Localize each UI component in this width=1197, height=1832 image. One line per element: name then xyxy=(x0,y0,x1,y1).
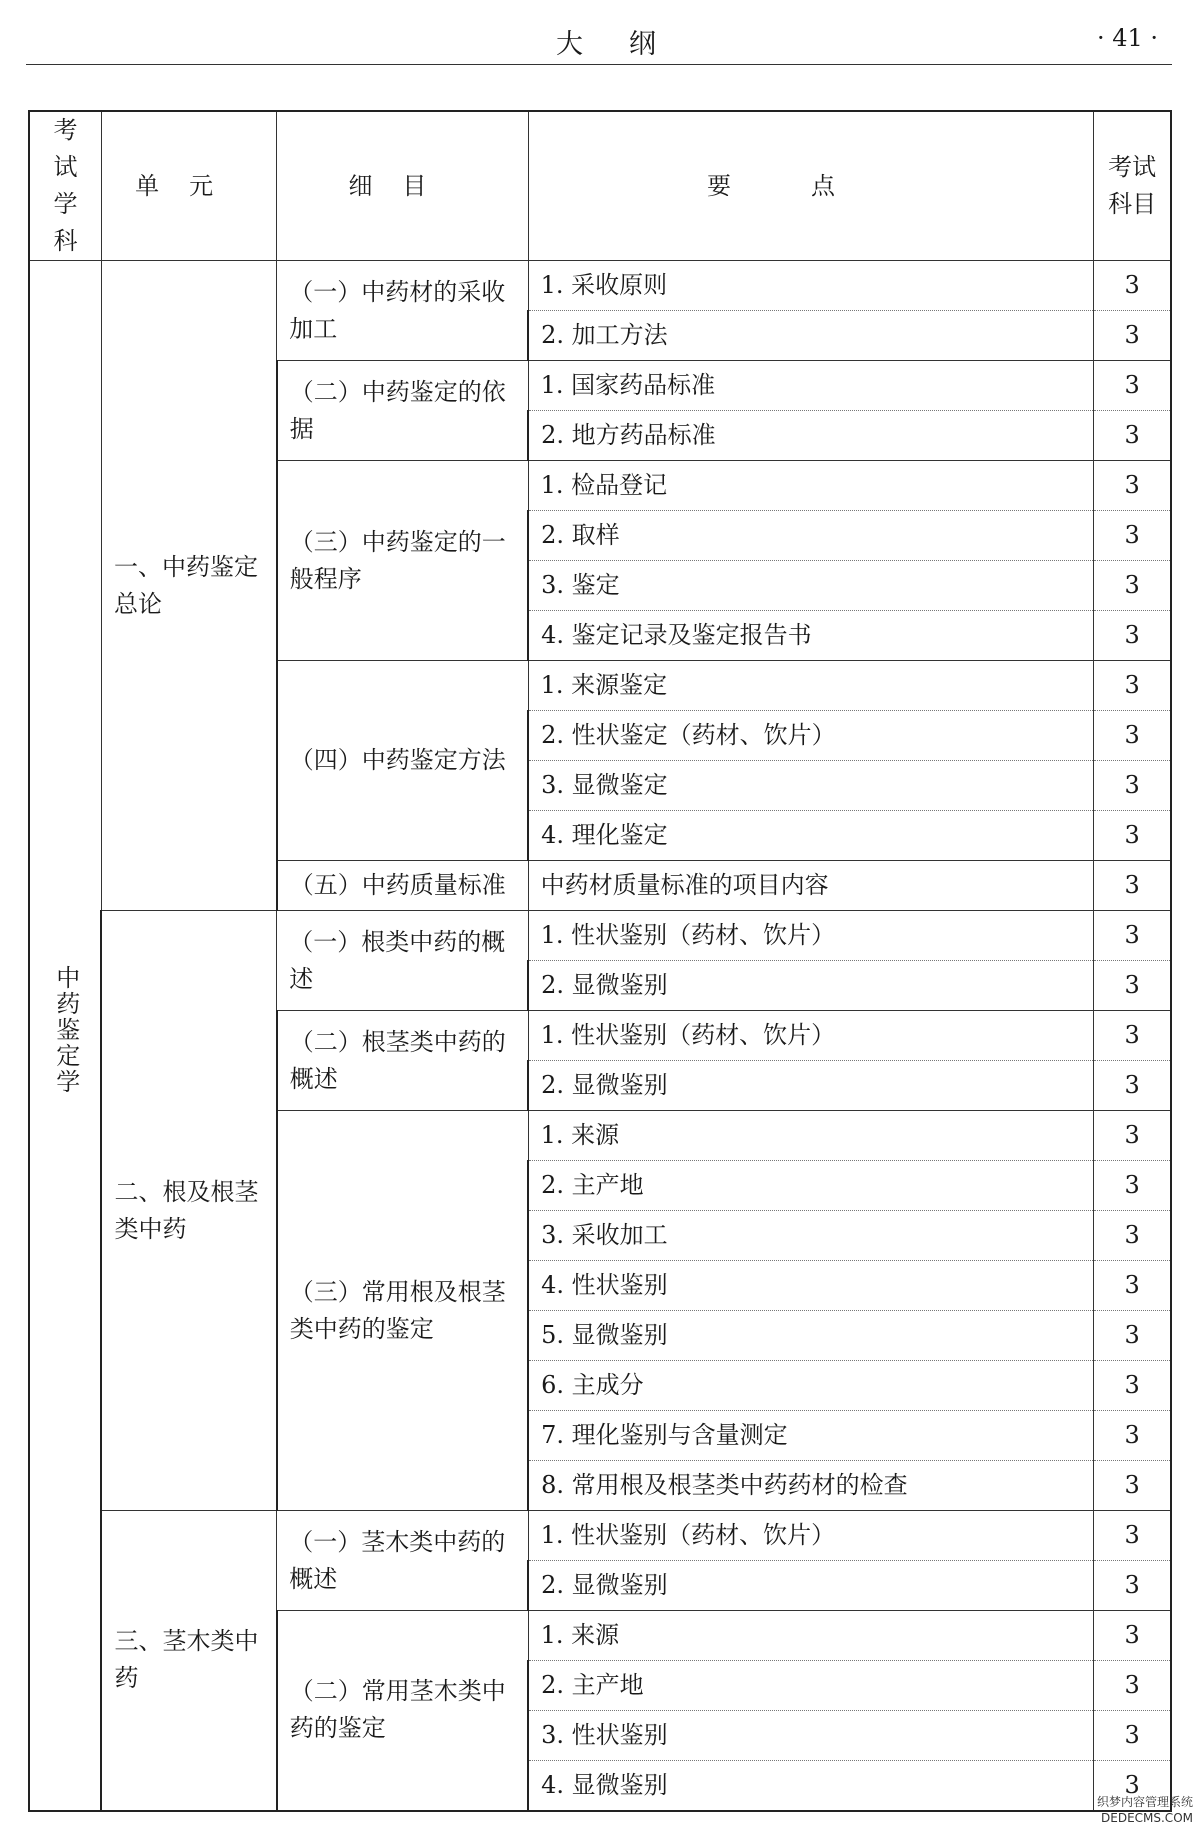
unit-cell: 一、中药鉴定总论 xyxy=(101,261,276,911)
header-title: 大纲 xyxy=(556,29,702,60)
point-cell: 2. 加工方法 xyxy=(528,311,1094,361)
point-cell: 6. 主成分 xyxy=(528,1361,1094,1411)
unit-cell: 三、茎木类中药 xyxy=(101,1511,276,1811)
point-cell: 5. 显微鉴别 xyxy=(528,1311,1094,1361)
exam-level-cell: 3 xyxy=(1094,1611,1171,1661)
exam-level-cell: 3 xyxy=(1094,1561,1171,1611)
watermark-line-2: DEDECMS.COM xyxy=(1101,1811,1193,1825)
watermark xyxy=(1097,1794,1193,1826)
exam-level-cell: 3 xyxy=(1094,1411,1171,1461)
subject-label: 中药鉴定学 xyxy=(51,964,80,1095)
detail-cell: （四）中药鉴定方法 xyxy=(277,661,528,861)
point-cell: 4. 性状鉴别 xyxy=(528,1261,1094,1311)
point-cell: 1. 来源鉴定 xyxy=(528,661,1094,711)
point-cell: 2. 主产地 xyxy=(528,1661,1094,1711)
exam-level-cell: 3 xyxy=(1094,911,1171,961)
exam-level-cell: 3 xyxy=(1094,1361,1171,1411)
point-cell: 2. 显微鉴别 xyxy=(528,1561,1094,1611)
exam-level-cell: 3 xyxy=(1094,561,1171,611)
point-cell: 2. 主产地 xyxy=(528,1161,1094,1211)
point-cell: 4. 显微鉴别 xyxy=(528,1761,1094,1811)
exam-level-cell: 3 xyxy=(1094,861,1171,911)
point-cell: 4. 理化鉴定 xyxy=(528,811,1094,861)
exam-level-cell: 3 xyxy=(1094,811,1171,861)
point-cell: 3. 性状鉴别 xyxy=(528,1711,1094,1761)
table-row xyxy=(29,911,1171,961)
table-header-row xyxy=(29,111,1171,261)
exam-level-cell: 3 xyxy=(1094,1661,1171,1711)
detail-cell: （一）茎木类中药的概述 xyxy=(277,1511,528,1611)
subject-cell xyxy=(29,261,101,1811)
exam-level-cell: 3 xyxy=(1094,1311,1171,1361)
detail-cell: （一）根类中药的概述 xyxy=(277,911,528,1011)
detail-cell: （一）中药材的采收加工 xyxy=(277,261,528,361)
page-number: · 41 · xyxy=(1096,24,1158,52)
exam-level-cell: 3 xyxy=(1094,711,1171,761)
point-cell: 1. 性状鉴别（药材、饮片） xyxy=(528,1011,1094,1061)
exam-level-cell: 3 xyxy=(1094,461,1171,511)
point-cell: 7. 理化鉴别与含量测定 xyxy=(528,1411,1094,1461)
point-cell: 1. 性状鉴别（药材、饮片） xyxy=(528,911,1094,961)
point-cell: 2. 显微鉴别 xyxy=(528,1061,1094,1111)
point-cell: 1. 国家药品标准 xyxy=(528,361,1094,411)
exam-level-cell: 3 xyxy=(1094,1511,1171,1561)
exam-level-cell: 3 xyxy=(1094,1461,1171,1511)
point-cell: 3. 采收加工 xyxy=(528,1211,1094,1261)
exam-level-cell: 3 xyxy=(1094,1211,1171,1261)
exam-level-cell: 3 xyxy=(1094,761,1171,811)
point-cell: 1. 来源 xyxy=(528,1611,1094,1661)
point-cell: 4. 鉴定记录及鉴定报告书 xyxy=(528,611,1094,661)
syllabus-table xyxy=(28,110,1172,1812)
unit-cell: 二、根及根茎类中药 xyxy=(101,911,276,1511)
detail-cell: （二）根茎类中药的概述 xyxy=(277,1011,528,1111)
exam-level-cell: 3 xyxy=(1094,1161,1171,1211)
table-row xyxy=(29,1511,1171,1561)
point-cell: 3. 显微鉴定 xyxy=(528,761,1094,811)
point-cell: 1. 性状鉴别（药材、饮片） xyxy=(528,1511,1094,1561)
exam-level-cell: 3 xyxy=(1094,1061,1171,1111)
point-cell: 2. 取样 xyxy=(528,511,1094,561)
detail-cell: （五）中药质量标准 xyxy=(277,861,528,911)
point-cell: 2. 性状鉴定（药材、饮片） xyxy=(528,711,1094,761)
exam-level-cell: 3 xyxy=(1094,261,1171,311)
column-header-subject: 考试学科 xyxy=(29,111,101,261)
point-cell: 2. 显微鉴别 xyxy=(528,961,1094,1011)
point-cell: 3. 鉴定 xyxy=(528,561,1094,611)
detail-cell: （三）常用根及根茎类中药的鉴定 xyxy=(277,1111,528,1511)
exam-level-cell: 3 xyxy=(1094,311,1171,361)
detail-cell: （二）常用茎木类中药的鉴定 xyxy=(277,1611,528,1811)
point-cell: 1. 采收原则 xyxy=(528,261,1094,311)
point-cell: 2. 地方药品标准 xyxy=(528,411,1094,461)
point-cell: 中药材质量标准的项目内容 xyxy=(528,861,1094,911)
watermark-line-1: 织梦内容管理系统 xyxy=(1096,1795,1193,1809)
exam-level-cell: 3 xyxy=(1094,411,1171,461)
point-cell: 8. 常用根及根茎类中药药材的检查 xyxy=(528,1461,1094,1511)
point-cell: 1. 来源 xyxy=(528,1111,1094,1161)
exam-level-cell: 3 xyxy=(1094,1011,1171,1061)
detail-cell: （三）中药鉴定的一般程序 xyxy=(277,461,528,661)
column-header-point: 要点 xyxy=(528,111,1094,261)
exam-level-cell: 3 xyxy=(1094,661,1171,711)
exam-level-cell: 3 xyxy=(1094,361,1171,411)
column-header-unit: 单元 xyxy=(101,111,276,261)
point-cell: 1. 检品登记 xyxy=(528,461,1094,511)
exam-level-cell: 3 xyxy=(1094,961,1171,1011)
page-header xyxy=(26,18,1172,65)
detail-cell: （二）中药鉴定的依据 xyxy=(277,361,528,461)
exam-level-cell: 3 xyxy=(1094,1711,1171,1761)
column-header-exam-level: 考试科目 xyxy=(1094,111,1171,261)
exam-level-cell: 3 xyxy=(1094,511,1171,561)
exam-level-cell: 3 xyxy=(1094,1761,1171,1811)
column-header-detail: 细目 xyxy=(277,111,528,261)
exam-level-cell: 3 xyxy=(1094,1111,1171,1161)
table-body xyxy=(29,261,1171,1811)
exam-level-cell: 3 xyxy=(1094,1261,1171,1311)
exam-level-cell: 3 xyxy=(1094,611,1171,661)
table-row xyxy=(29,261,1171,311)
